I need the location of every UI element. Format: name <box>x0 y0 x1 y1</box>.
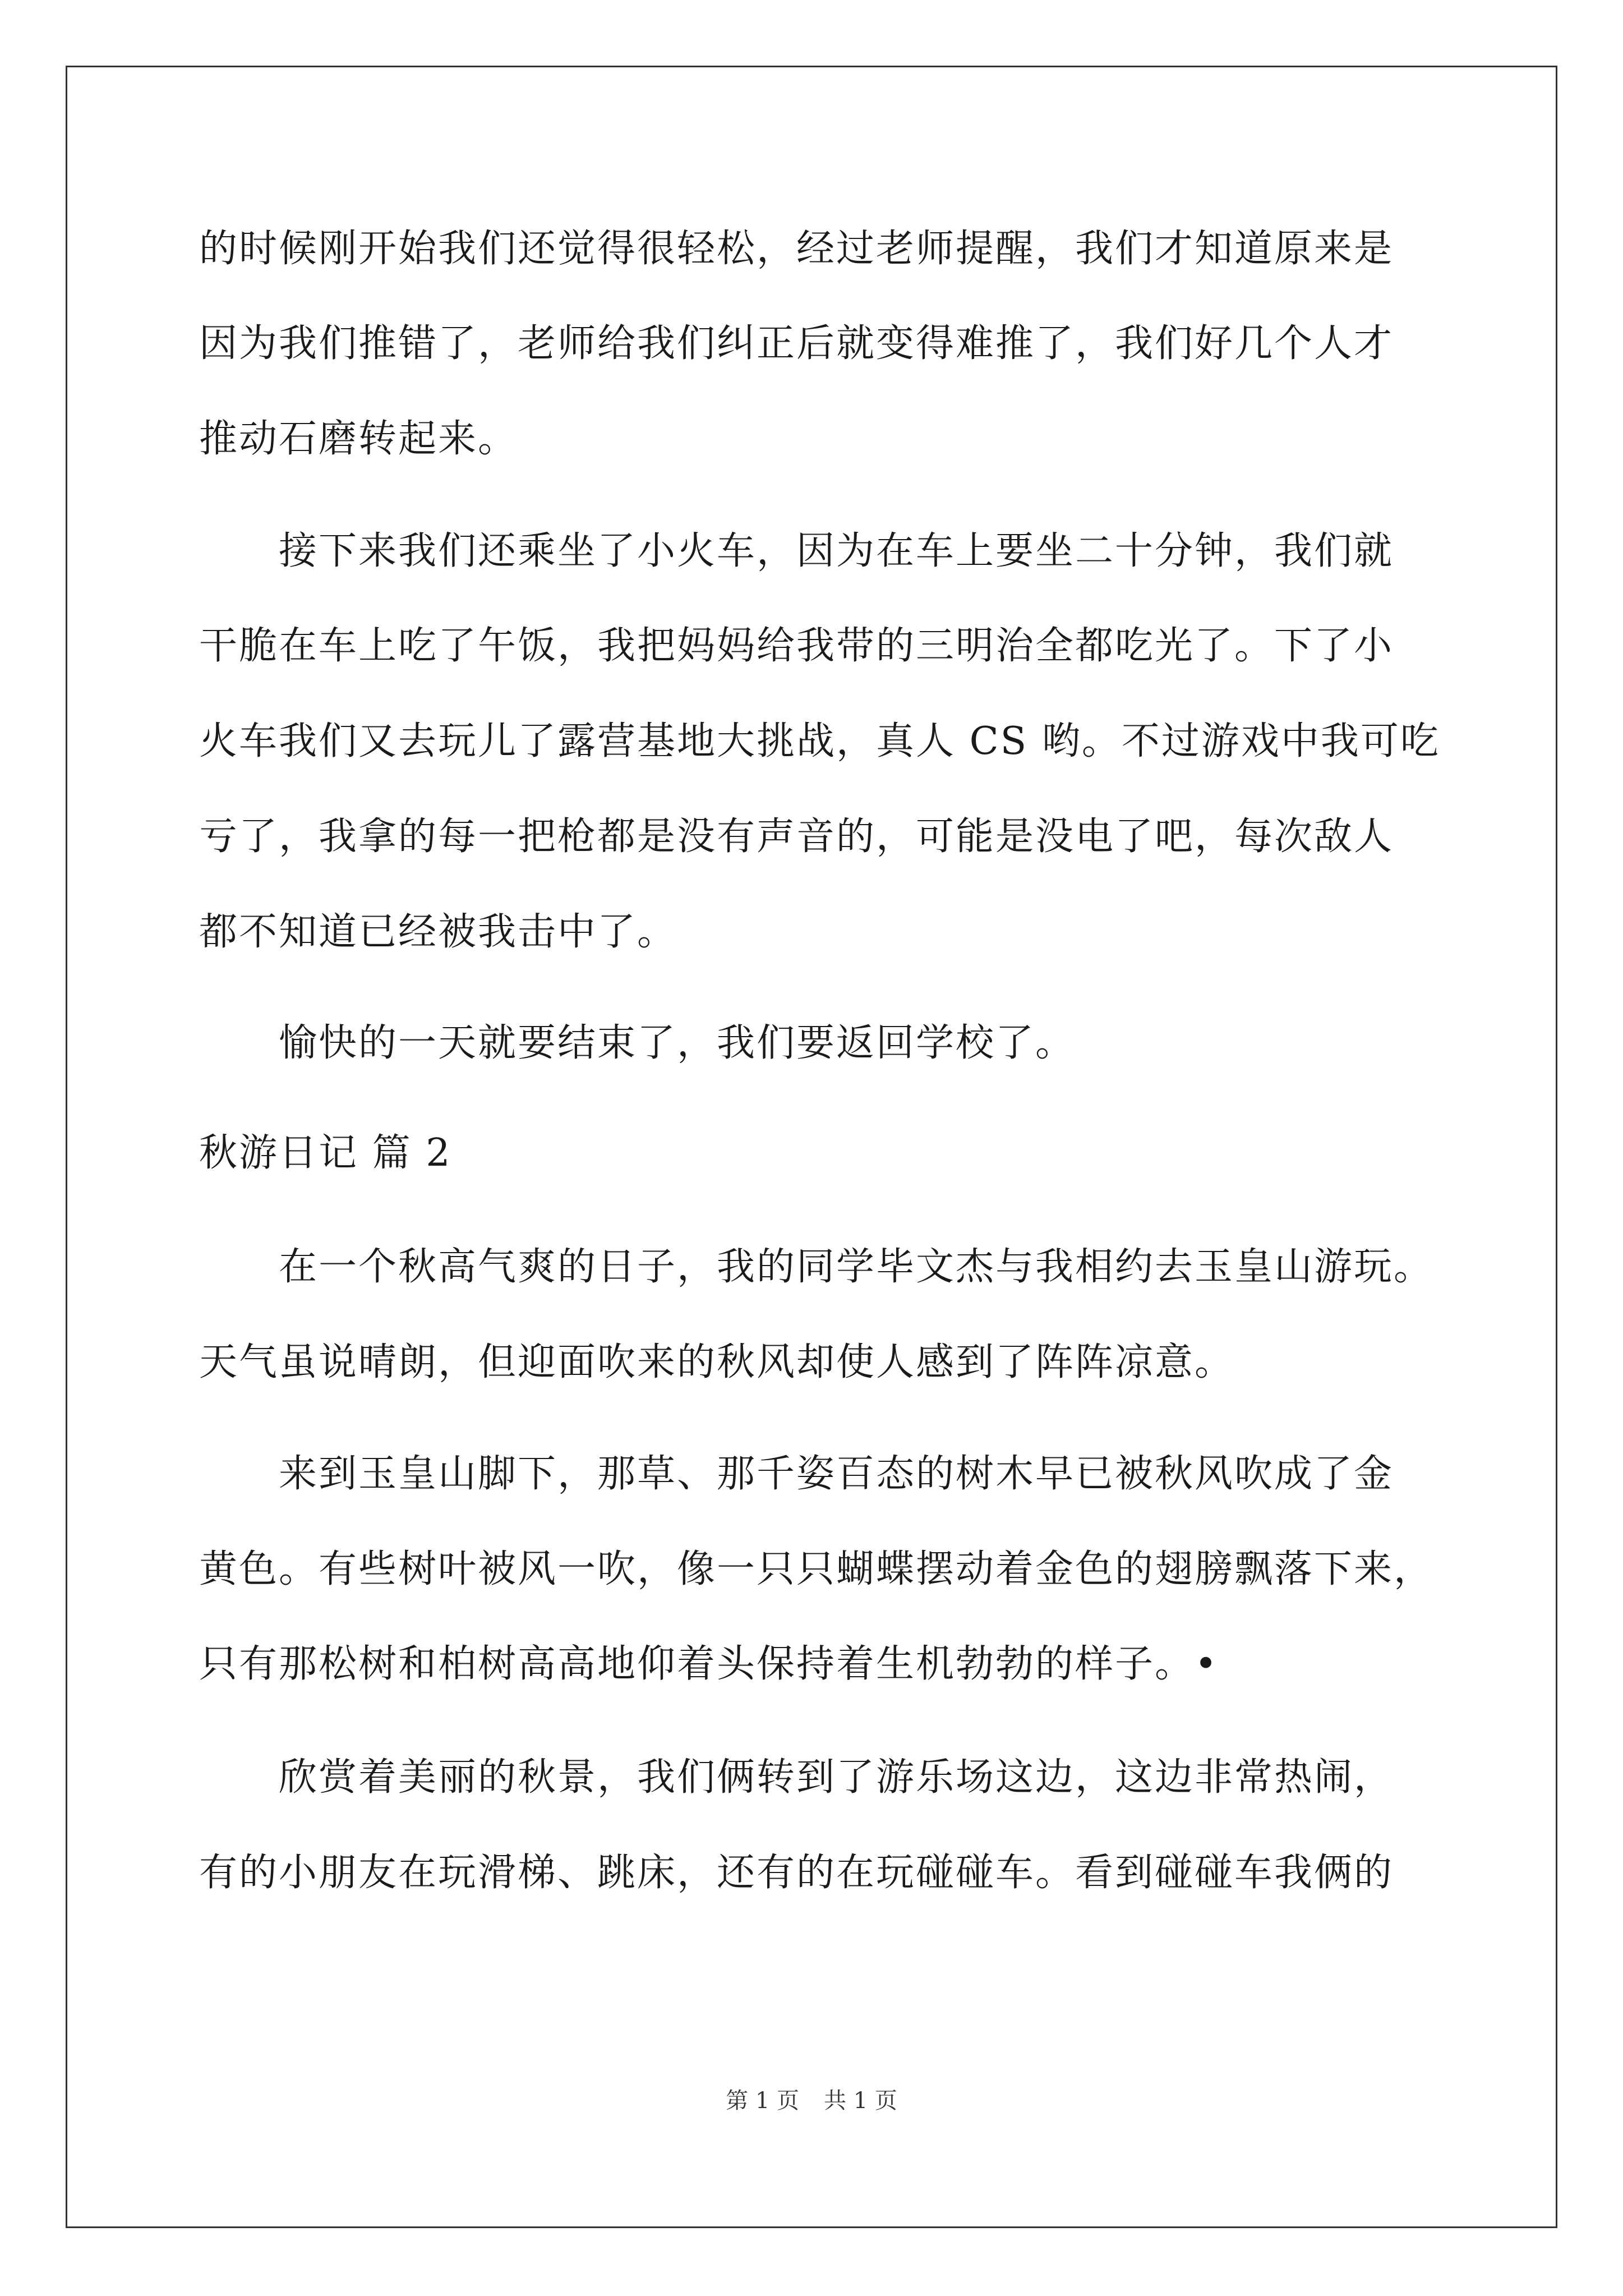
text-line: 接下来我们还乘坐了小火车，因为在车上要坐二十分钟，我们就 <box>199 529 1394 573</box>
text-line: 推动石磨转起来。 <box>199 417 518 461</box>
text-line: 欣赏着美丽的秋景，我们俩转到了游乐场这边，这边非常热闹， <box>199 1755 1394 1800</box>
section-heading: 秋游日记 篇 2 <box>199 1131 452 1175</box>
text-line: 有的小朋友在玩滑梯、跳床，还有的在玩碰碰车。看到碰碰车我俩的 <box>199 1851 1394 1895</box>
text-line: 天气虽说晴朗，但迎面吹来的秋风却使人感到了阵阵凉意。 <box>199 1340 1235 1384</box>
text-line: 愉快的一天就要结束了，我们要返回学校了。 <box>199 1021 1076 1065</box>
text-line: 黄色。有些树叶被风一吹，像一只只蝴蝶摆动着金色的翅膀飘落下来， <box>199 1547 1434 1591</box>
text-line: 因为我们推错了，老师给我们纠正后就变得难推了，我们好几个人才 <box>199 321 1394 366</box>
text-line: 干脆在车上吃了午饭，我把妈妈给我带的三明治全都吃光了。下了小 <box>199 624 1394 668</box>
text-line: 的时候刚开始我们还觉得很轻松，经过老师提醒，我们才知道原来是 <box>199 227 1394 271</box>
text-line: 只有那松树和柏树高高地仰着头保持着生机勃勃的样子。• <box>199 1642 1219 1686</box>
page-number: 第 1 页 <box>726 2088 799 2114</box>
text-line: 亏了，我拿的每一把枪都是没有声音的，可能是没电了吧，每次敌人 <box>199 815 1394 859</box>
page-footer <box>0 2087 1623 2115</box>
text-line: 都不知道已经被我击中了。 <box>199 910 677 954</box>
text-line: 火车我们又去玩儿了露营基地大挑战，真人 CS 哟。不过游戏中我可吃 <box>199 719 1440 763</box>
page-total: 共 1 页 <box>824 2088 897 2114</box>
text-line: 在一个秋高气爽的日子，我的同学毕文杰与我相约去玉皇山游玩。 <box>199 1245 1434 1289</box>
text-line: 来到玉皇山脚下，那草、那千姿百态的树木早已被秋风吹成了金 <box>199 1452 1394 1496</box>
